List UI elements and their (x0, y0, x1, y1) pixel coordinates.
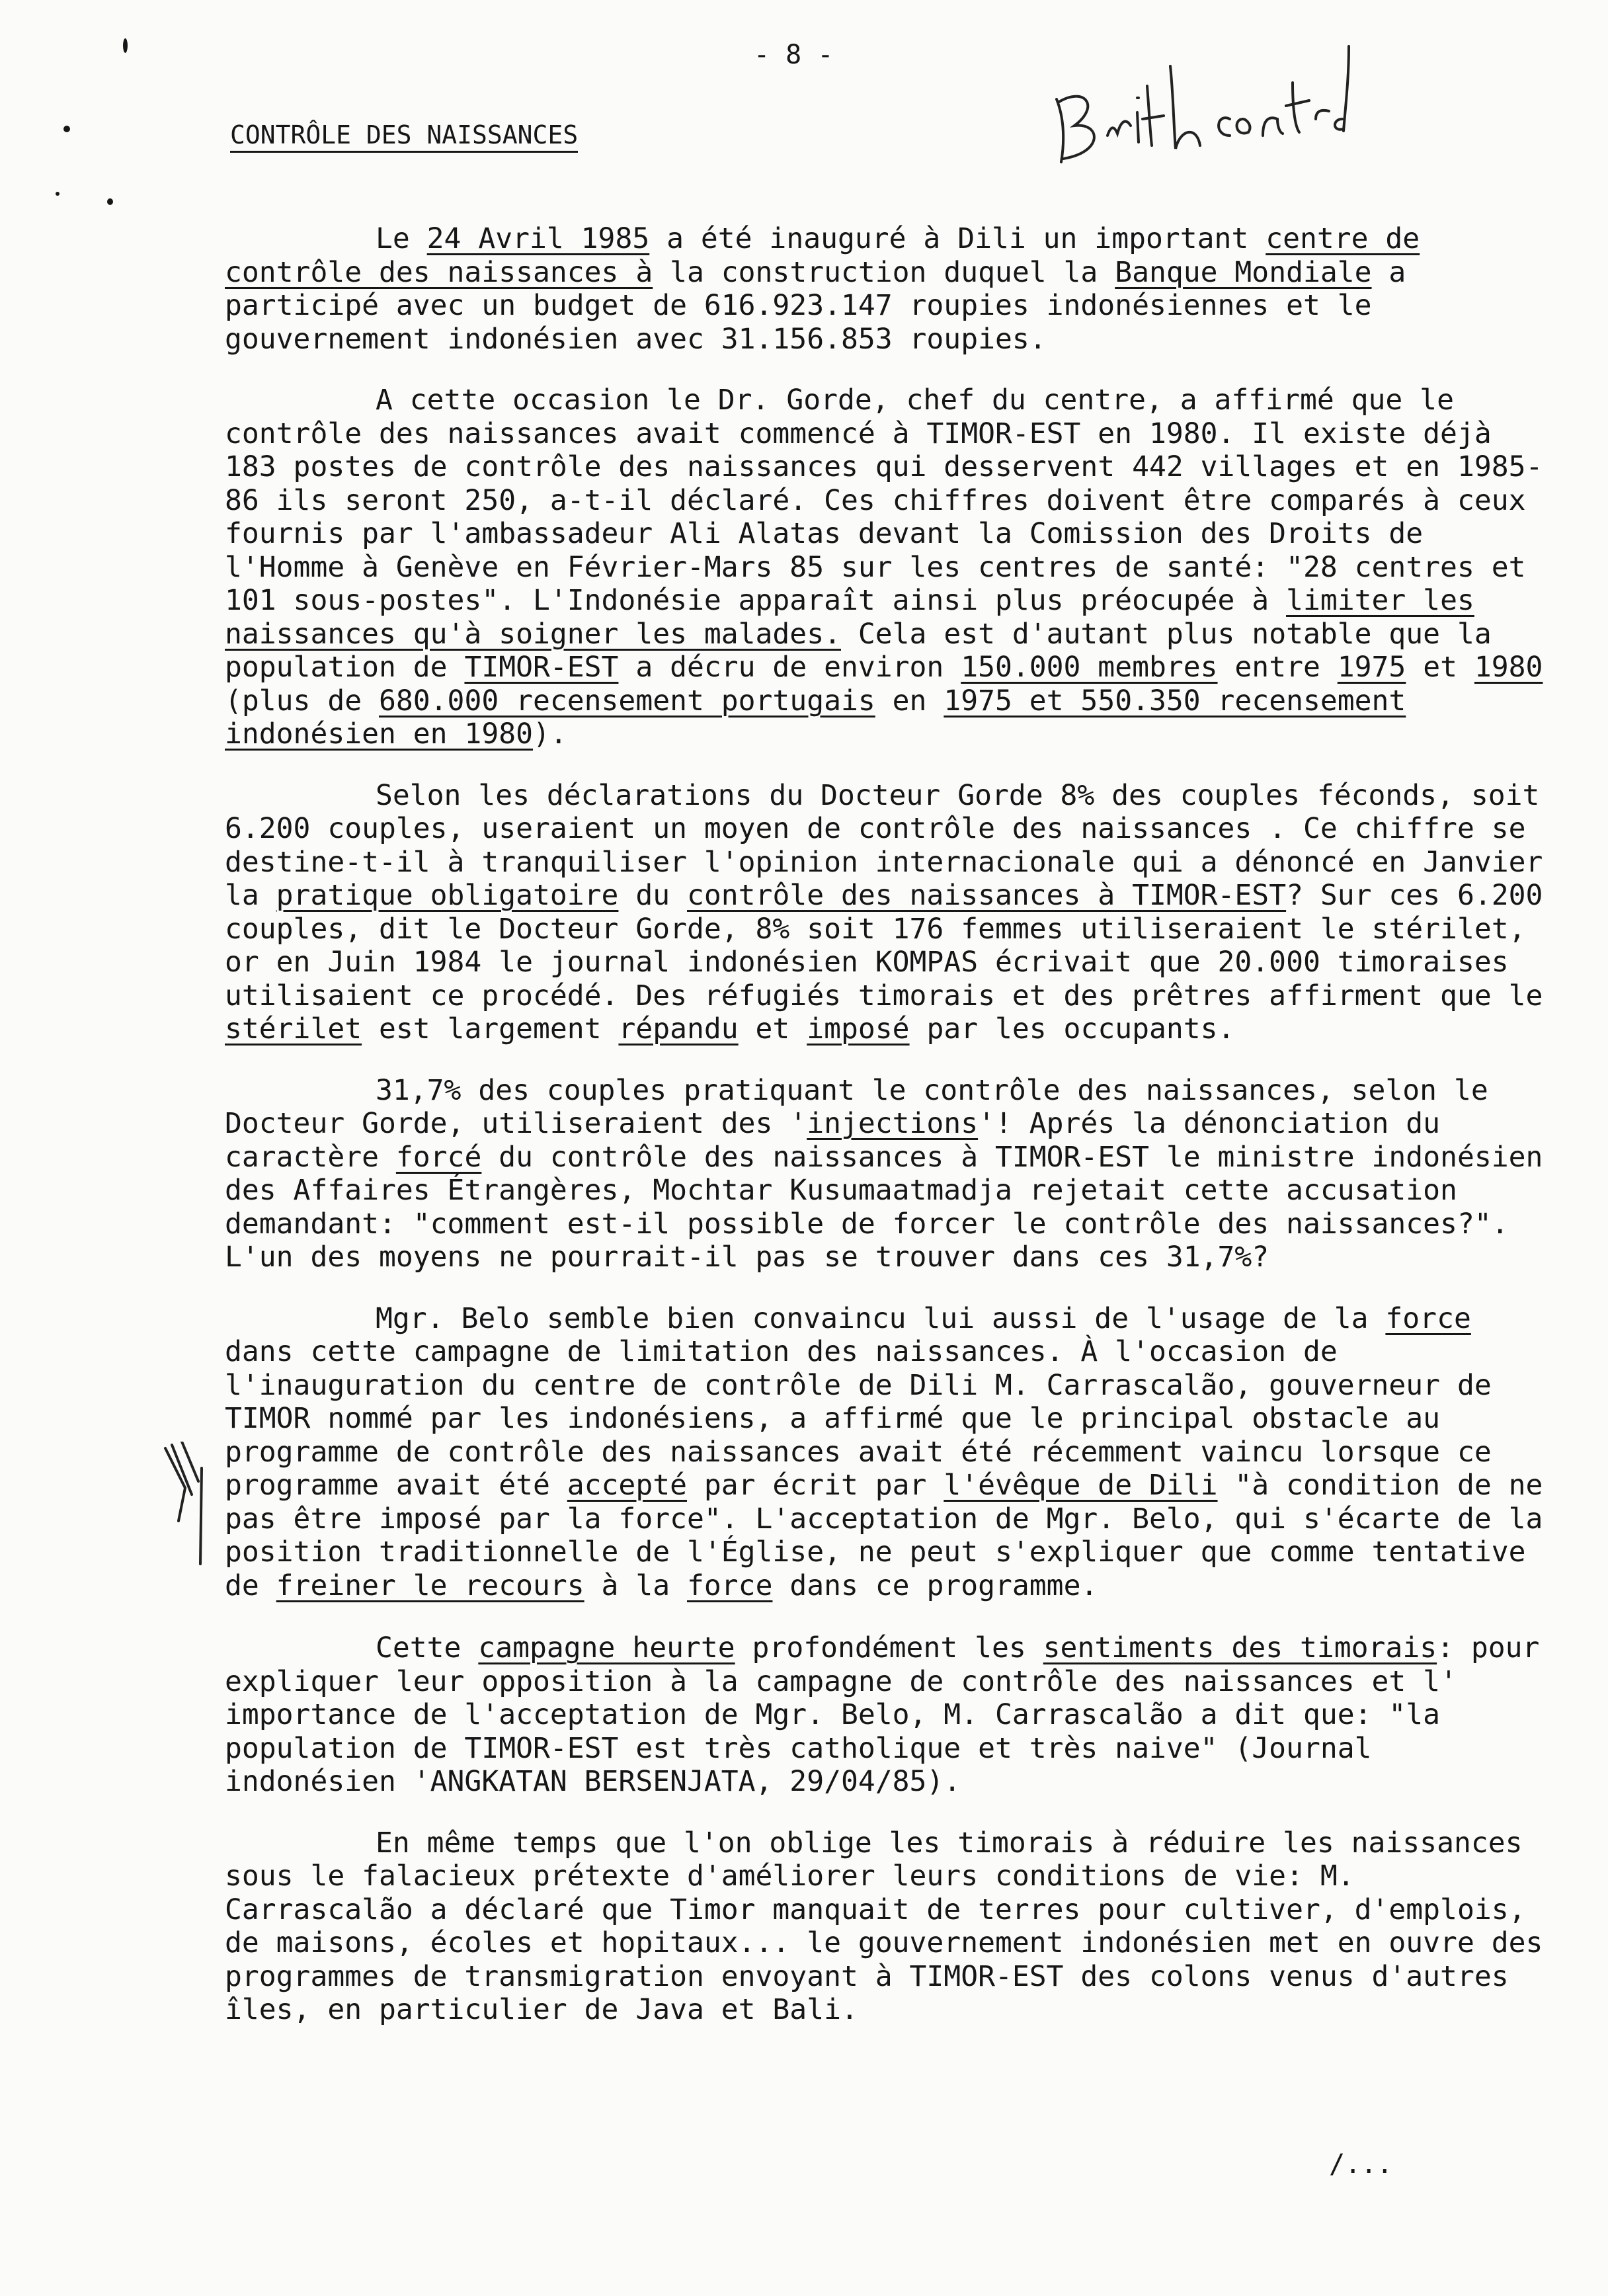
underlined-text: injections (807, 1107, 979, 1140)
text-segment: A cette occasion le Dr. Gorde, chef du centre, a affirmé que le contrôle des naissances avait commencé à TIMOR-EST en 1980. Il existe déjà 183 postes de contrôle des naissances qui desservent 442 villages et en 1985-86 ils seront 250, a-t-il déclaré. Ces chiffres doivent être comparés à ceux fournis par l'ambassadeur Ali Alatas devant la Comission des Droits de l'Homme à Genève en Février-Mars 85 sur les centres de santé: "28 centres et 101 sous-postes". L'Indonésie apparaît ainsi plus préocupée à (225, 384, 1543, 617)
paragraph (225, 779, 1554, 1046)
underlined-text: accepté (567, 1469, 687, 1502)
text-segment: "à condition de ne pas être imposé par la force". L'acceptation de Mgr. Belo, qui s'écarte de la position traditionnelle de l'Église, ne peut s'expliquer que comme tentative de (225, 1469, 1543, 1602)
underlined-text: stérilet (225, 1012, 362, 1046)
paragraph (225, 1631, 1554, 1799)
text-segment: la construction duquel la (653, 255, 1115, 289)
paragraph (225, 384, 1554, 751)
margin-dot (63, 126, 70, 132)
document-body (225, 222, 1554, 2055)
underlined-text: imposé (807, 1012, 910, 1046)
text-segment: à la (584, 1569, 688, 1602)
underlined-text: sentiments des timorais (1043, 1631, 1437, 1664)
text-segment: du contrôle des naissances à TIMOR-EST le ministre indonésien des Affaires Étrangères, Mochtar Kusumaatmadja rejetait cette accusation demandant: "comment est-il possible de forcer le contrôle des naissances?". L'un des moyens ne pourrait-il pas se trouver dans ces 31,7%? (225, 1140, 1543, 1274)
underlined-text: freiner le recours (276, 1569, 584, 1602)
text-segment: a décru de environ (618, 651, 961, 684)
underlined-text: 1975 (1337, 651, 1406, 684)
text-segment: (plus de (225, 684, 379, 718)
text-segment: est largement (362, 1012, 619, 1046)
text-segment: et (738, 1012, 807, 1046)
text-segment: en (875, 684, 944, 718)
underlined-text: 1980 (1474, 651, 1543, 684)
text-segment: dans cette campagne de limitation des naissances. À l'occasion de l'inauguration du centre de contrôle de Dili M. Carrascalão, gouverneur de TIMOR nommé par les indonésiens, a affirmé que le principal obstacle au programme de contrôle des naissances avait été récemment vaincu lorsque ce programme avait été (225, 1335, 1492, 1502)
text-segment: Le (376, 222, 427, 255)
underlined-text: 1975 et 550.350 recensement indonésien en 1980 (225, 684, 1406, 751)
margin-dot (107, 198, 113, 205)
text-segment: dans ce programme. (772, 1569, 1098, 1602)
underlined-text: répandu (618, 1012, 739, 1046)
text-segment: Selon les déclarations du Docteur Gorde 8% des couples féconds, soit 6.200 couples, useraient un moyen de contrôle des naissances . Ce chiffre se destine-t-il à tranquiliser l'opinion internacionale qui a dénoncé en Janvier la (225, 778, 1543, 912)
underlined-text: pratique obligatoire (276, 879, 619, 912)
text-segment: du (618, 879, 687, 912)
text-segment: Cette (376, 1631, 479, 1664)
text-segment: ). (533, 718, 567, 751)
text-segment: et (1406, 651, 1474, 684)
margin-annotation-lines (159, 1442, 218, 1567)
text-segment: Mgr. Belo semble bien convaincu lui aussi de l'usage de la (376, 1301, 1386, 1335)
underlined-text: centre de contrôle des naissances à (225, 222, 1420, 289)
text-segment: Cela est d'autant plus notable que la population de (225, 617, 1492, 684)
underlined-text: forcé (395, 1140, 482, 1174)
paragraph (225, 222, 1554, 356)
underlined-text: 24 Avril 1985 (426, 222, 650, 255)
text-segment: ? Sur ces 6.200 couples, dit le Docteur Gorde, 8% soit 176 femmes utiliseraient le stérilet, or en Juin 1984 le journal indonésien KOMPAS écrivait que 20.000 timoraises utilisaient ce procédé. Des réfugiés timorais et des prêtres affirment que le (225, 879, 1543, 1012)
underlined-text: 680.000 recensement portugais (379, 684, 875, 718)
handwritten-note (1038, 20, 1382, 172)
text-segment: entre (1217, 651, 1338, 684)
underlined-text: TIMOR-EST (464, 651, 619, 684)
underlined-text: 150.000 membres (961, 651, 1218, 684)
page-number: - 8 - (754, 40, 834, 70)
paragraph (225, 1302, 1554, 1603)
margin-dot (56, 192, 60, 196)
underlined-text: contrôle des naissances à TIMOR-EST (687, 879, 1287, 912)
page-title: CONTRÔLE DES NAISSANCES (230, 120, 578, 153)
text-segment: En même temps que l'on oblige les timorais à réduire les naissances sous le falacieux prétexte d'améliorer leurs conditions de vie: M. Carrascalão a déclaré que Timor manquait de terres pour cultiver, d'emplois, de maisons, écoles et hopitaux... le gouvernement indonésien met en ouvre des programmes de transmigration envoyant à TIMOR-EST des colons venus d'autres îles, en particulier de Java et Bali. (225, 1826, 1543, 2026)
underlined-text: limiter les naissances qu'à soigner les malades. (225, 584, 1474, 651)
text-segment: a participé avec un budget de 616.923.147 roupies indonésiennes et le gouvernement indonésien avec 31.156.853 roupies. (225, 255, 1406, 356)
continuation-mark: /... (1329, 2149, 1393, 2180)
paragraph (225, 1074, 1554, 1274)
underlined-text: force (1385, 1301, 1471, 1335)
underlined-text: campagne heurte (478, 1631, 735, 1664)
text-segment: 31,7% des couples pratiquant le contrôle des naissances, selon le Docteur Gorde, utiliseraient des ' (225, 1073, 1488, 1140)
text-segment: profondément les (735, 1631, 1043, 1664)
text-segment: par les occupants. (909, 1012, 1235, 1046)
text-segment: par écrit par (686, 1469, 944, 1502)
text-segment: : pour expliquer leur opposition à la campagne de contrôle des naissances et l' importance de l'acceptation de Mgr. Belo, M. Carrascalão a dit que: "la population de TIMOR-EST est très catholique et très naive" (Journal indonésien 'ANGKATAN BERSENJATA, 29/04/85). (225, 1631, 1540, 1798)
text-segment: '! Aprés la dénonciation du caractère (225, 1107, 1441, 1174)
underlined-text: l'évêque de Dili (944, 1469, 1218, 1502)
underlined-text: Banque Mondiale (1115, 255, 1372, 289)
underlined-text: force (687, 1569, 773, 1602)
text-segment: a été inauguré à Dili un important (649, 222, 1266, 255)
paragraph (225, 1826, 1554, 2027)
margin-tick (123, 38, 128, 53)
